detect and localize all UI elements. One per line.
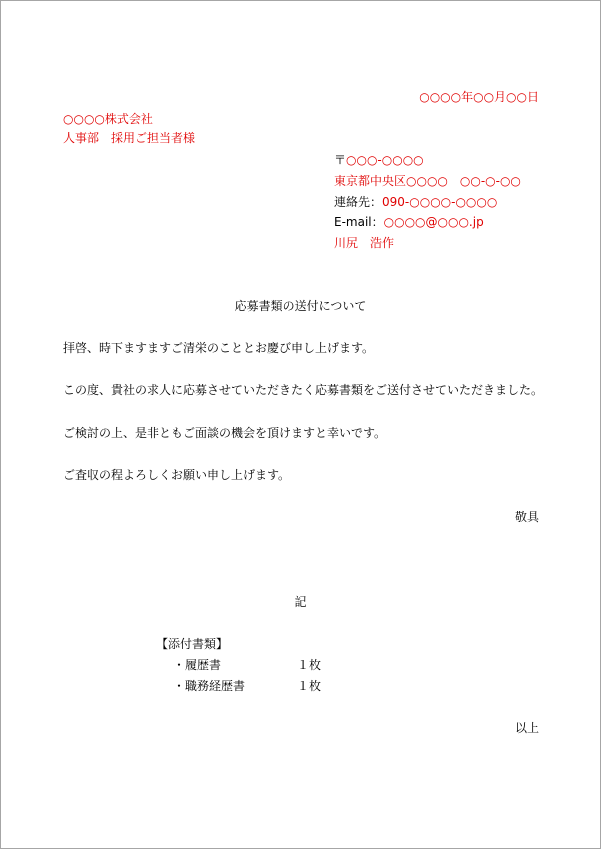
body-paragraph: ご査収の程よろしくお願い申し上げます。	[63, 468, 291, 482]
body-paragraph: この度、貴社の求人に応募させていただきたく応募書類をご送付させていただきました。	[63, 383, 544, 397]
postal-code: ○○○-○○○○	[346, 153, 424, 167]
sender-address: 東京都中央区○○○○ ○○-○-○○	[334, 174, 521, 188]
sender-email	[334, 214, 484, 230]
email-label: E-mail：	[334, 215, 384, 229]
attachment-qty: １枚	[297, 658, 322, 672]
sender-postal	[334, 152, 424, 168]
attachments-heading: 【添付書類】	[156, 637, 229, 651]
recipient-company: ○○○○株式会社	[63, 112, 153, 126]
letter-subject: 応募書類の送付について	[234, 299, 367, 313]
attachment-qty: １枚	[297, 679, 322, 693]
letter-date: ○○○○年○○月○○日	[419, 90, 539, 104]
closing-keigu: 敬具	[514, 510, 539, 524]
record-heading: 記	[294, 595, 307, 609]
sender-phone	[334, 194, 497, 210]
body-paragraph: ご検討の上、是非ともご面談の機会を頂けますと幸いです。	[63, 426, 387, 440]
recipient-department: 人事部 採用ご担当者様	[63, 131, 196, 145]
phone-label: 連絡先：	[334, 195, 383, 209]
email-address: ○○○○@○○○.jp	[383, 215, 484, 229]
end-ijou: 以上	[514, 721, 539, 735]
phone-number: 090-○○○○-○○○○	[382, 195, 498, 209]
attachment-name: ・履歴書	[173, 658, 222, 672]
postal-mark: 〒	[334, 153, 347, 167]
attachment-name: ・職務経歴書	[173, 679, 246, 693]
body-paragraph: 拝啓、時下ますますご清栄のこととお慶び申し上げます。	[63, 341, 375, 355]
sender-name: 川尻 浩作	[334, 236, 395, 250]
